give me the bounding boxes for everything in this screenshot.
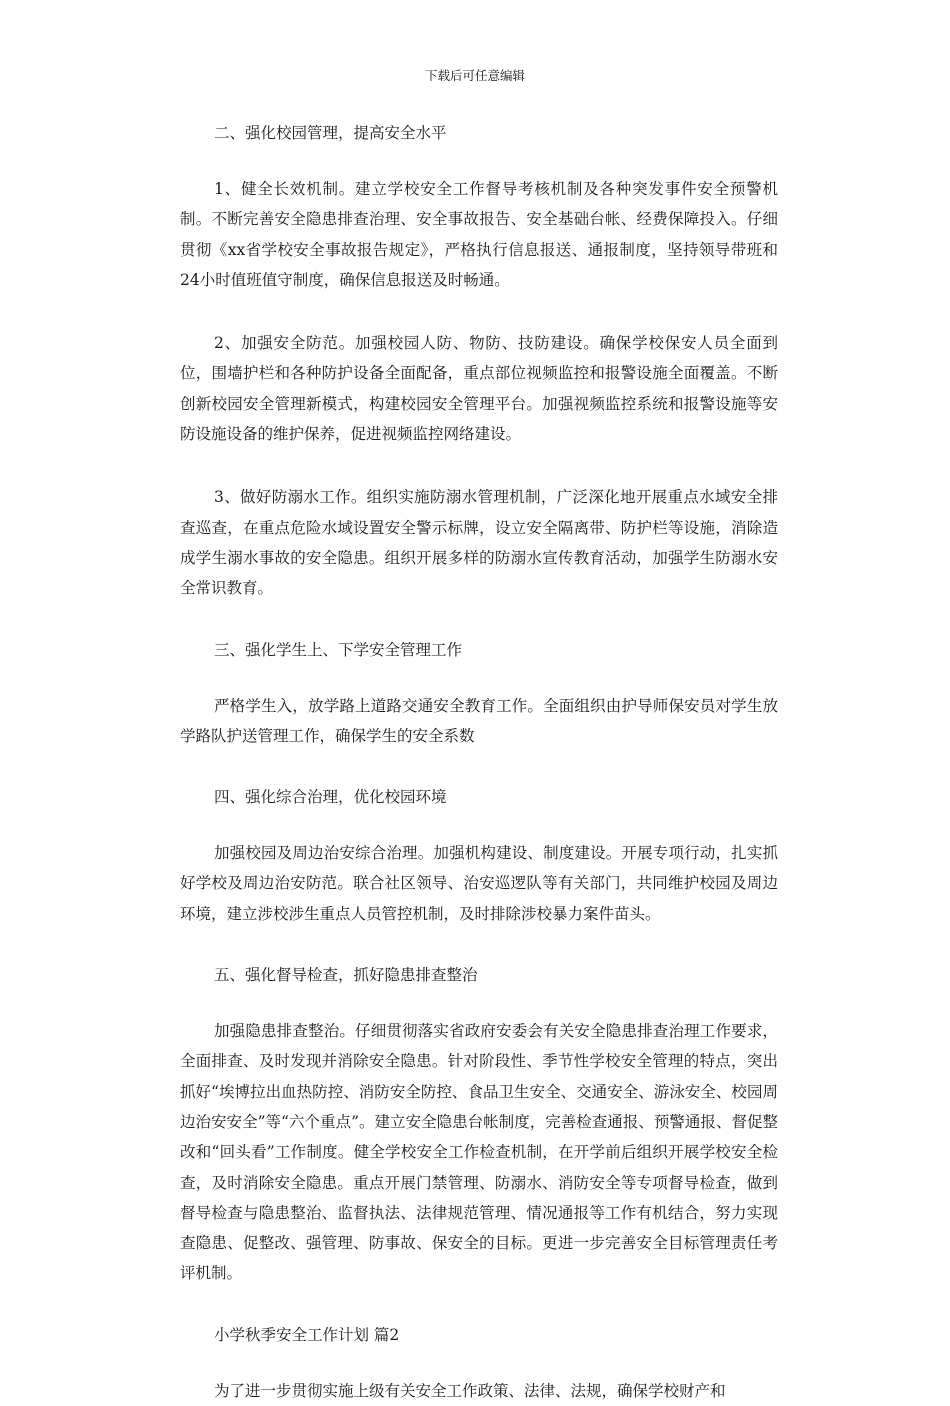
paragraph-6: 加强隐患排查整治。仔细贯彻落实省政府安委会有关安全隐患排查治理工作要求，全面排查、及时发现并消除安全隐患。针对阶段性、季节性学校安全管理的特点，突出抓好“埃博拉出血热防控、消防安全防控、食品卫生安全、交通安全、游泳安全、校园周边治安安全”等“六个重点”。建立安全隐患台帐制度，完善检查通报、预警通报、督促整改和“回头看”工作制度。健全学校安全工作检查机制，在开学前后组织开展学校安全检查，及时消除安全隐患。重点开展门禁管理、防溺水、消防安全等专项督导检查，做到督导检查与隐患整治、监督执法、法律规范管理、情况通报等工作有机结合，努力实现查隐患、促整改、强管理、防事故、保安全的目标。更进一步完善安全目标管理责任考评机制。 xyxy=(180,1022,778,1283)
paragraph-7: 为了进一步贯彻实施上级有关安全工作政策、法律、法规，确保学校财产和 xyxy=(214,1381,726,1400)
page-header-note: 下载后可任意编辑 xyxy=(424,68,525,83)
section-heading-2: 二、强化校园管理，提高安全水平 xyxy=(214,124,447,142)
paragraph-1: 1、健全长效机制。建立学校安全工作督导考核机制及各种突发事件安全预警机制。不断完善安全隐患排查治理、安全事故报告、安全基础台帐、经费保障投入。仔细贯彻《xx省学校安全事故报告规定》，严格执行信息报送、通报制度，坚持领导带班和24小时值班值守制度，确保信息报送及时畅通。 xyxy=(180,180,778,289)
paragraph-3: 3、做好防溺水工作。组织实施防溺水管理机制，广泛深化地开展重点水域安全排查巡查，在重点危险水域设置安全警示标牌，设立安全隔离带、防护栏等设施，消除造成学生溺水事故的安全隐患。组织开展多样的防溺水宣传教育活动，加强学生防溺水安全常识教育。 xyxy=(180,488,778,598)
section-heading-4: 四、强化综合治理，优化校园环境 xyxy=(214,788,447,807)
article-title-2: 小学秋季安全工作计划 篇2 xyxy=(214,1325,400,1344)
section-heading-3: 三、强化学生上、下学安全管理工作 xyxy=(214,640,463,659)
section-heading-5: 五、强化督导检查，抓好隐患排查整治 xyxy=(214,966,478,985)
paragraph-5: 加强校园及周边治安综合治理。加强机构建设、制度建设。开展专项行动，扎实抓好学校及周边治安防范。联合社区领导、治安巡逻队等有关部门，共同维护校园及周边环境，建立涉校涉生重点人员管控机制，及时排除涉校暴力案件苗头。 xyxy=(180,844,778,923)
paragraph-4: 严格学生入，放学路上道路交通安全教育工作。全面组织由护导师保安员对学生放学路队护送管理工作，确保学生的安全系数 xyxy=(180,696,778,745)
paragraph-2: 2、加强安全防范。加强校园人防、物防、技防建设。确保学校保安人员全面到位，围墙护栏和各种防护设备全面配备，重点部位视频监控和报警设施全面覆盖。不断创新校园安全管理新模式，构建校园安全管理平台。加强视频监控系统和报警设施等安防设施设备的维护保养，促进视频监控网络建设。 xyxy=(180,334,778,444)
document-body xyxy=(180,120,778,1406)
